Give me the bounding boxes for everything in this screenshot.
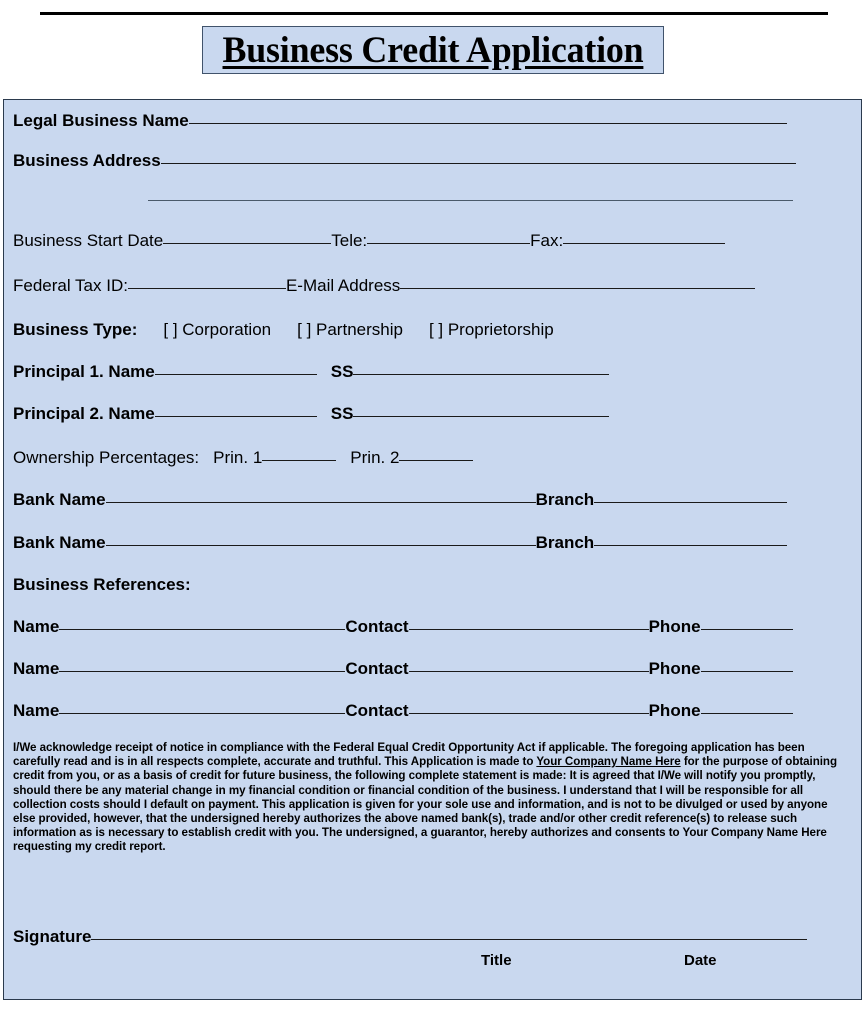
- input-fax[interactable]: [563, 242, 725, 244]
- field-tax-id-email: [13, 276, 755, 296]
- label-principal-2-ss: SS: [330, 404, 354, 423]
- field-bank-1: [13, 490, 787, 510]
- field-start-date-tele-fax: [13, 231, 725, 251]
- input-prin-2-percentage[interactable]: [399, 459, 473, 461]
- input-tele[interactable]: [367, 242, 530, 244]
- field-business-type: [13, 320, 554, 340]
- input-principal-1-name[interactable]: [155, 373, 317, 375]
- label-business-references: Business References:: [13, 575, 191, 594]
- legal-acknowledgement-paragraph: [13, 741, 837, 855]
- label-bank-name-2: Bank Name: [13, 533, 106, 552]
- input-reference-name-1[interactable]: [59, 628, 345, 630]
- label-reference-contact-3: Contact: [345, 701, 409, 720]
- label-reference-name-2: Name: [13, 659, 60, 678]
- label-ownership-percentages: Ownership Percentages:: [13, 448, 200, 467]
- label-reference-name-3: Name: [13, 701, 60, 720]
- field-signature: [13, 927, 807, 947]
- label-title: Title: [481, 952, 512, 969]
- field-legal-business-name: [13, 111, 787, 131]
- label-reference-contact-1: Contact: [345, 617, 409, 636]
- section-heading-business-references: [13, 575, 191, 595]
- label-fax: Fax:: [530, 231, 564, 250]
- label-reference-contact-2: Contact: [345, 659, 409, 678]
- label-business-type: Business Type:: [13, 320, 138, 339]
- input-reference-contact-1[interactable]: [409, 628, 649, 630]
- company-name-placeholder-bold: Your Company Name Here: [682, 826, 827, 840]
- checkbox-partnership[interactable]: [ ] Partnership: [297, 320, 403, 339]
- field-business-address: [13, 151, 796, 171]
- label-branch-1: Branch: [535, 490, 595, 509]
- field-business-address-line2: [148, 201, 793, 203]
- signature-captions: [13, 952, 843, 972]
- label-reference-phone-3: Phone: [648, 701, 701, 720]
- label-reference-phone-2: Phone: [648, 659, 701, 678]
- document-title-box: [202, 26, 664, 74]
- input-legal-business-name[interactable]: [189, 122, 787, 124]
- input-reference-name-2[interactable]: [59, 670, 345, 672]
- label-prin-2: Prin. 2: [350, 448, 400, 467]
- input-business-address-line1[interactable]: [161, 162, 796, 164]
- label-business-address: Business Address: [13, 151, 161, 170]
- input-branch-1[interactable]: [594, 501, 787, 503]
- field-ownership-percentages: [13, 448, 473, 468]
- input-bank-name-2[interactable]: [106, 544, 536, 546]
- input-principal-1-ss[interactable]: [353, 373, 609, 375]
- label-business-start-date: Business Start Date: [13, 231, 164, 250]
- label-principal-1-ss: SS: [330, 362, 354, 381]
- field-principal-2: [13, 404, 609, 424]
- legal-text-part-3: requesting my credit report.: [13, 840, 166, 854]
- input-bank-name-1[interactable]: [106, 501, 536, 503]
- input-reference-phone-1[interactable]: [701, 628, 793, 630]
- page-title: Business Credit Application: [222, 29, 644, 71]
- legal-text-part-1: I/We acknowledge receipt of notice in compliance with the Federal Equal Credit Opportunity Act if applicable. The foregoing application has been carefully read and is in all respects complete, accurate and truthful. This Application is made to: [13, 741, 805, 769]
- checkbox-corporation[interactable]: [ ] Corporation: [163, 320, 272, 339]
- label-legal-business-name: Legal Business Name: [13, 111, 189, 130]
- input-reference-contact-2[interactable]: [409, 670, 649, 672]
- input-reference-name-3[interactable]: [59, 712, 345, 714]
- credit-application-form-panel: [3, 99, 862, 1000]
- input-business-start-date[interactable]: [163, 242, 331, 244]
- input-reference-phone-2[interactable]: [701, 670, 793, 672]
- input-federal-tax-id[interactable]: [128, 287, 286, 289]
- input-reference-contact-3[interactable]: [409, 712, 649, 714]
- input-prin-1-percentage[interactable]: [262, 459, 336, 461]
- field-principal-1: [13, 362, 609, 382]
- label-principal-1-name: Principal 1. Name: [13, 362, 155, 381]
- input-principal-2-ss[interactable]: [353, 415, 609, 417]
- label-reference-name-1: Name: [13, 617, 60, 636]
- checkbox-proprietorship[interactable]: [ ] Proprietorship: [428, 320, 554, 339]
- label-date: Date: [684, 952, 717, 969]
- field-bank-2: [13, 533, 787, 553]
- label-tele: Tele:: [331, 231, 368, 250]
- label-principal-2-name: Principal 2. Name: [13, 404, 155, 423]
- label-bank-name-1: Bank Name: [13, 490, 106, 509]
- input-business-address-line2[interactable]: [148, 199, 793, 201]
- label-federal-tax-id: Federal Tax ID:: [13, 276, 128, 295]
- reference-row: [13, 659, 793, 679]
- company-name-placeholder-underlined: Your Company Name Here: [536, 755, 681, 769]
- label-email-address: E-Mail Address: [285, 276, 401, 295]
- reference-row: [13, 617, 793, 637]
- input-reference-phone-3[interactable]: [701, 712, 793, 714]
- input-principal-2-name[interactable]: [155, 415, 317, 417]
- reference-row: [13, 701, 793, 721]
- label-prin-1: Prin. 1: [213, 448, 263, 467]
- label-branch-2: Branch: [535, 533, 595, 552]
- label-reference-phone-1: Phone: [648, 617, 701, 636]
- input-branch-2[interactable]: [594, 544, 787, 546]
- label-signature: Signature: [13, 927, 92, 946]
- legal-text-part-2: for the purpose of obtaining credit from you, or as a basis of credit for future business, the following complete statement is made: It is agreed that I/We will notify you promptly, should there be any material change in my financial condition or financial condition of the business. I understand that I will be responsible for all collection costs should I default on payment. This application is given for your sole use and information, and is not to be divulged or used by anyone else provided, however, that the undersigned hereby authorizes the above named bank(s), trade and/or other credit reference(s) to release such information as is necessary to establish credit with you. The undersigned, a guarantor, hereby authorizes and consents to: [13, 755, 837, 840]
- input-email-address[interactable]: [400, 287, 755, 289]
- input-signature[interactable]: [91, 938, 807, 940]
- header-divider-rule: [40, 12, 828, 15]
